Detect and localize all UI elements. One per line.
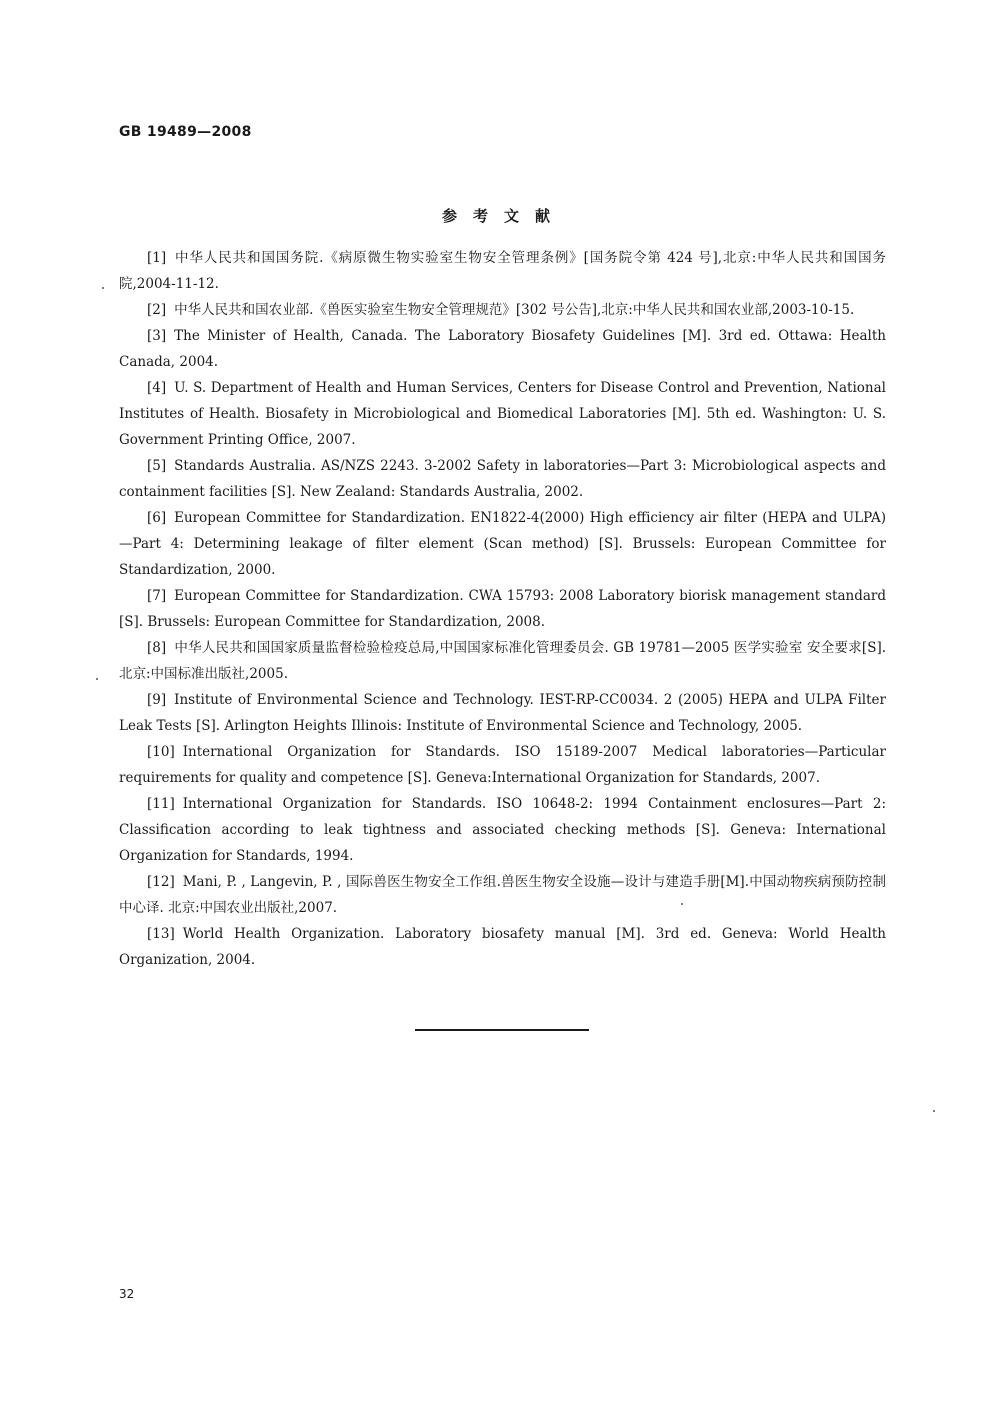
reference-text: European Committee for Standardization. EN1822-4(2000) High efficiency air filter (HEPA and ULPA)—Part 4: Determining leakage of filter element (Scan method) [S]. Brussels: European Committee for Standardization, 2000. xyxy=(119,510,886,578)
reference-item-7 xyxy=(119,583,886,635)
reference-text: International Organization for Standards. ISO 10648-2: 1994 Containment enclosures—Part 2: Classification according to leak tightness and associated checking methods [S]. Geneva: International Organization for Standards, 1994. xyxy=(119,796,886,864)
reference-text: Standards Australia. AS/NZS 2243. 3-2002 Safety in laboratories—Part 3: Microbiological aspects and containment facilities [S]. New Zealand: Standards Australia, 2002. xyxy=(119,458,886,500)
scan-speck xyxy=(102,287,104,289)
reference-text: Institute of Environmental Science and Technology. IEST-RP-CC0034. 2 (2005) HEPA and ULPA Filter Leak Tests [S]. Arlington Heights Illinois: Institute of Environmental Science and Technology, 2005. xyxy=(119,692,886,734)
reference-text: U. S. Department of Health and Human Services, Centers for Disease Control and Prevention, National Institutes of Health. Biosafety in Microbiological and Biomedical Laboratories [M]. 5th ed. Washington: U. S. Government Printing Office, 2007. xyxy=(119,380,886,448)
reference-number: [10] xyxy=(147,744,175,760)
reference-text: 中华人民共和国国务院.《病原微生物实验室生物安全管理条例》[国务院令第 424 号],北京:中华人民共和国国务院,2004-11-12. xyxy=(119,250,886,292)
reference-text: The Minister of Health, Canada. The Laboratory Biosafety Guidelines [M]. 3rd ed. Ottawa: Health Canada, 2004. xyxy=(119,328,886,370)
reference-number: [1] xyxy=(147,250,167,266)
reference-item-8 xyxy=(119,635,886,687)
reference-item-3 xyxy=(119,323,886,375)
reference-item-11 xyxy=(119,791,886,869)
reference-item-6 xyxy=(119,505,886,583)
reference-number: [3] xyxy=(147,328,167,344)
reference-item-1 xyxy=(119,245,886,297)
reference-list xyxy=(119,245,886,973)
reference-number: [12] xyxy=(147,874,175,890)
reference-text: 中华人民共和国国家质量监督检验检疫总局,中国国家标准化管理委员会. GB 19781—2005 医学实验室 安全要求[S].北京:中国标准出版社,2005. xyxy=(119,640,886,682)
document-code: GB 19489—2008 xyxy=(119,124,252,140)
reference-item-4 xyxy=(119,375,886,453)
reference-item-5 xyxy=(119,453,886,505)
reference-item-10 xyxy=(119,739,886,791)
reference-text: 中华人民共和国农业部.《兽医实验室生物安全管理规范》[302 号公告],北京:中华人民共和国农业部,2003-10-15. xyxy=(174,302,855,318)
reference-item-9 xyxy=(119,687,886,739)
reference-number: [11] xyxy=(147,796,175,812)
reference-number: [9] xyxy=(147,692,167,708)
reference-number: [2] xyxy=(147,302,167,318)
reference-text: International Organization for Standards. ISO 15189-2007 Medical laboratories—Particular requirements for quality and competence [S]. Geneva:International Organization for Standards, 2007. xyxy=(119,744,886,786)
reference-text: World Health Organization. Laboratory biosafety manual [M]. 3rd ed. Geneva: World Health Organization, 2004. xyxy=(119,926,886,968)
scan-speck xyxy=(681,903,683,905)
reference-number: [6] xyxy=(147,510,167,526)
reference-number: [8] xyxy=(147,640,167,656)
reference-number: [7] xyxy=(147,588,167,604)
reference-number: [4] xyxy=(147,380,167,396)
scan-speck xyxy=(96,678,98,680)
page-number: 32 xyxy=(119,1287,135,1301)
reference-item-2 xyxy=(119,297,886,323)
reference-number: [5] xyxy=(147,458,167,474)
reference-item-12 xyxy=(119,869,886,921)
reference-item-13 xyxy=(119,921,886,973)
reference-text: Mani, P. , Langevin, P. , 国际兽医生物安全工作组.兽医生物安全设施—设计与建造手册[M].中国动物疾病预防控制中心译. 北京:中国农业出版社,2007. xyxy=(119,874,886,916)
reference-number: [13] xyxy=(147,926,175,942)
end-rule xyxy=(415,1029,589,1031)
scan-speck xyxy=(933,1110,935,1112)
reference-text: European Committee for Standardization. CWA 15793: 2008 Laboratory biorisk management standard [S]. Brussels: European Committee for Standardization, 2008. xyxy=(119,588,886,630)
section-title: 参考文献 xyxy=(441,207,566,225)
